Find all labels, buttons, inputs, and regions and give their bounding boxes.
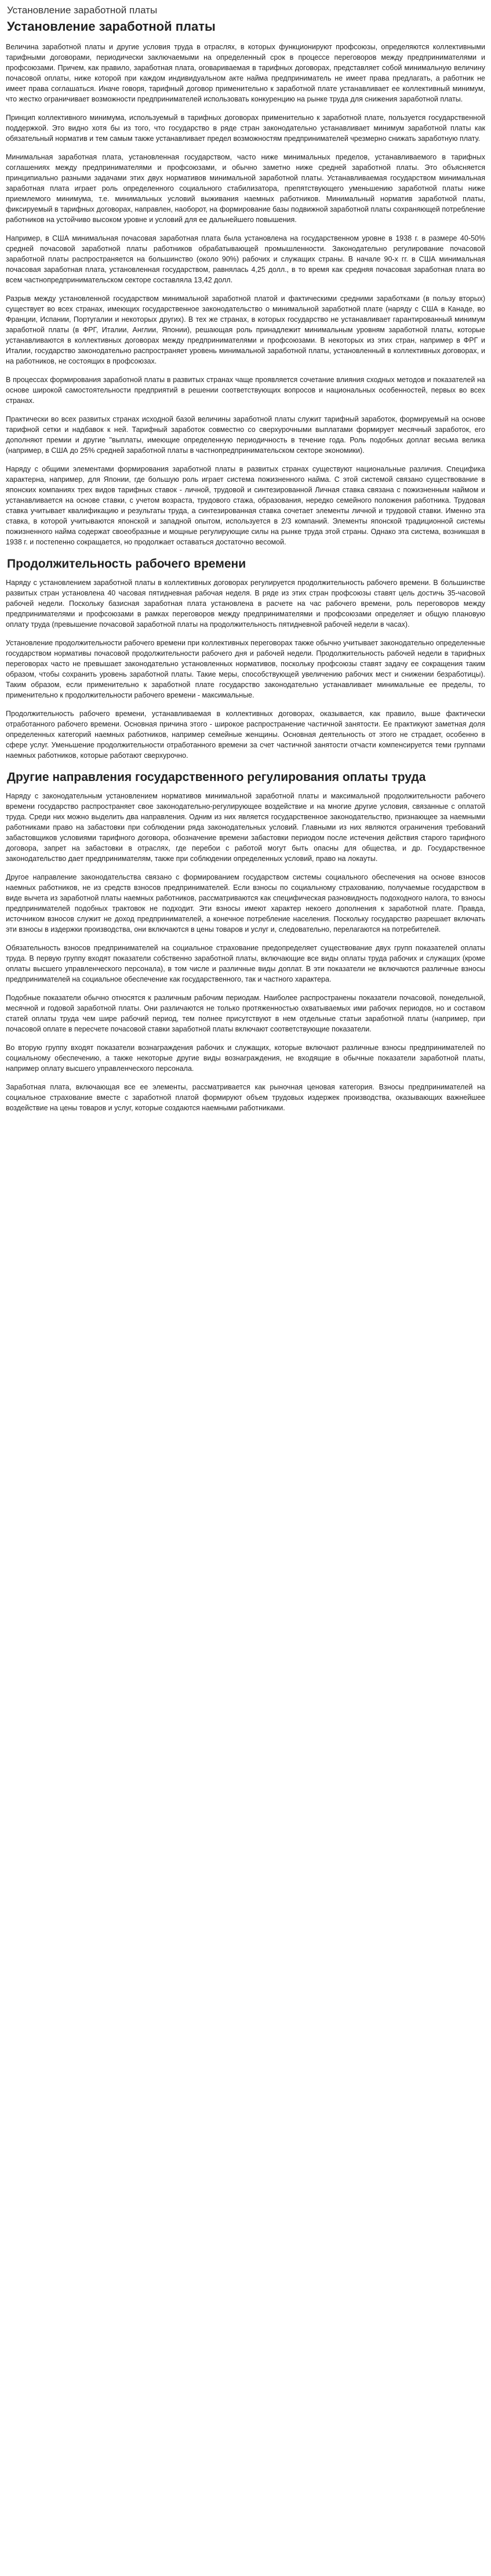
paragraph: Продолжительность рабочего времени, устанавливаемая в коллективных договорах, оказывается, как правило, выше фактически отработанного рабочего времени. Основная причина этого - широкое распространение частичной занятости. Ее практикуют заметная доля определенных категорий наемных работников, например семейные женщины. Основная деятельность от этого не страдает, особенно в сфере услуг. Уменьшение продолжительности отработанного времени за счет частичной занятости отчасти компенсируется теми группами наемных работников, которые работают сверхурочно. [6,710,485,760]
paragraph: Разрыв между установленной государством минимальной заработной платой и фактическими средними заработками (в пользу вторых) существует во всех странах, имеющих государственное законодательство о минимальной заработной плате (наряду с США в Канаде, во Франции, Испании, Португалии и некоторых других). В тех же странах, в которых государство не устанавливает гарантированный минимум заработной платы (в ФРГ, Италии, Англии, Японии), решающая роль принадлежит минимальным уровням заработной платы, которые устанавливаются в коллективных договорах между предпринимателями и профсоюзами. В некоторых из этих стран, например в ФРГ и Италии, государство законодательно распространяет уровень минимальной заработной платы, установленный в коллективных договорах, и на работников, не состоящих в профсоюзах. [6,295,485,365]
section-state-regulation [6,770,485,1113]
paragraph: Минимальная заработная плата, установленная государством, часто ниже минимальных пределов, устанавливаемого в тарифных соглашениях между предпринимателями и профсоюзами, и обычно заметно ниже средней заработной платы. Это объясняется принципиально разными задачами этих двух нормативов минимальной заработной платы. Устанавливаемая государством минимальная заработная плата играет роль определенного социального стабилизатора, препятствующего уменьшению заработной платы ниже приемлемого минимума, т.е. минимальных условий выживания наемных работников. Минимальный норматив заработной платы, фиксируемый в тарифных договорах, направлен, наоборот, на формирование базы подвижной заработной платы сохраняющей потребление работников на устойчиво высоком уровне и условий для ее дальнейшего повышения. [6,153,485,224]
paragraph: Принцип коллективного минимума, используемый в тарифных договорах применительно к заработной плате, пользуется государственной поддержкой. Это видно хотя бы из того, что государство в ряде стран законодательно устанавливает минимум заработной платы как обязательный норматив и тем самым также устанавливает предел возможностям предпринимателей чрезмерно снижать заработную плату. [6,114,485,143]
article-heading: Установление заработной платы [7,19,216,34]
paragraph: Наряду с законодательным установлением нормативов минимальной заработной платы и максимальной продолжительности рабочего времени государство распространяет свое законодательно-регулирующее воздействие и на многие другие условия, связанные с оплатой труда. Среди них можно выделить два направления. Одним из них является государственное законодательство, признающее за наемными работниками право на забастовки при соблюдении ряда законодательных условий. Главными из них являются ограничения требований забастовщиков условиями тарифного договора, обозначение времени забастовки периодом после истечения действия старого тарифного договора, запрет на забастовки в отраслях, где перебои с работой могут быть опасны для общества, и др. Государственное законодательство дает предпринимателям, также при соблюдении определенных условий, право на локауты. [6,792,485,863]
paragraph: Например, в США минимальная почасовая заработная плата была установлена на государственном уровне в 1938 г. в размере 40-50% средней почасовой заработной платы работников обрабатывающей промышленности. Законодательно регулирование почасовой заработной платы распространяется на большинство (около 90%) рабочих и служащих страны. В начале 90-х гг. в США минимальная почасовая заработная плата, установленная государством, равнялась 4,25 долл., в то время как средняя почасовая заработная плата во всем частнопредпринимательском секторе составляла 13,42 долл. [6,234,485,284]
page-title: Установление заработной платы [7,5,158,16]
paragraph: Величина заработной платы и другие условия труда в отраслях, в которых функционируют профсоюзы, определяются коллективными тарифными договорами, периодически заключаемыми на определенный срок в процессе переговоров между предпринимателями и профсоюзами. Причем, как правило, заработная плата, оговариваемая в тарифных договорах, представляет собой минимальную величину почасовой оплаты, ниже которой при каждом индивидуальном акте найма предприниматель не имеет права предлагать, а работник не имеет права соглашаться. Иначе говоря, тарифный договор применительно к заработной плате устанавливает ее коллективный минимум, что жестко ограничивает возможности предпринимателей использовать конкуренцию на рынке труда для снижения заработной платы. [6,43,485,103]
paragraph: Подобные показатели обычно относятся к различным рабочим периодам. Наиболее распространены показатели почасовой, понедельной, месячной и годовой заработной платы. Они различаются не только протяженностью охватываемых ими рабочих периодов, но и составом статей оплаты труда чем шире рабочий период, тем полнее присутствуют в нем отдельные статьи заработной платы (например, при почасовой оплате в пересчете почасовой ставки заработной платы включают соответствующие показатели. [6,994,485,1033]
section-working-time [6,557,485,761]
paragraph: Заработная плата, включающая все ее элементы, рассматривается как рыночная ценовая категория. Взносы предпринимателей на социальное страхование вместе с заработной платой формируют объем трудовых издержек производства, оказывающих важнейшее воздействие на цены товаров и услуг, которые создаются наемными работниками. [6,1083,485,1112]
paragraph: Обязательность взносов предпринимателей на социальное страхование предопределяет существование двух групп показателей оплаты труда. В первую группу входят показатели собственно заработной платы, включающие все виды оплаты труда рабочих и служащих (кроме оплаты высшего управленческого персонала), в том числе и различные виды доплат. В эти показатели не включаются различные взносы предпринимателей на социальное обеспечение как государственного, так и частного характера. [6,944,485,983]
paragraph: Другое направление законодательства связано с формированием государством системы социального обеспечения на основе взносов наемных работников, не из средств взносов предпринимателей. Если взносы по социальному страхованию, получаемые государством в виде вычета из заработной платы наемных работников, рассматриваются как специфическая разновидность подоходного налога, то взносы предпринимателей подобных трактовок не подходит. Эти взносы имеют характер некоего дополнения к заработной плате. Правда, источником взносов служит не доход предпринимателей, а конечное потребление населения. Поскольку государство разрешает включать эти взносы в издержки производства, они включаются в цены товаров и услуг и, следовательно, перелагаются на потребителей. [6,873,485,933]
paragraph: В процессах формирования заработной платы в развитых странах чаще проявляется сочетание влияния сходных методов и показателей на основе широкой самостоятельности предприятий в решении соответствующих вопросов и национальных особенностей, первых во всех странах. [6,376,485,405]
paragraph: Наряду с установлением заработной платы в коллективных договорах регулируется продолжительность рабочего времени. В большинстве развитых стран установлена 40 часовая пятидневная рабочая неделя. В ряде из этих стран профсоюзы ставят цель достичь 35-часовой рабочей недели. Поскольку базисная заработная плата установлена в расчете на час рабочего времени, роль переговоров между предпринимателями и профсоюзами в рамках переговоров между предпринимателями и профсоюзами определяет и общую плановую оплату труда (превышение почасовой заработной платы на продолжительность пятидневной рабочей недели в часах). [6,579,485,628]
paragraph: Наряду с общими элементами формирования заработной платы в развитых странах существуют национальные различия. Специфика характерна, например, для Японии, где большую роль играет система пожизненного найма. С этой системой связано существование в японских компаниях трех видов тарифных ставок - личной, трудовой и синтезированной Личная ставка связана с пожизненным наймом и устанавливается на основе ставки, с учетом возраста, трудового стажа, образования, нередко семейного положения работника. Трудовая ставка учитывает квалификацию и результаты труда, а синтезированная ставка сочетает элементы личной и трудовой ставки. Именно эта ставка, в которой учитываются японской и западной опытом, используется в 2/3 компаний. Элементы японской традиционной системы пожизненного найма содержат своеобразные и мощные регулирующие силы на рынке труда этой страны. Однако эта система, возникшая в 1938 г. и постепенно сокращается, но продолжает оставаться достаточно весомой. [6,465,485,546]
section-heading: Продолжительность рабочего времени [7,557,246,571]
section-wage-setting [6,42,485,547]
section-heading: Другие направления государственного регулирования оплаты труда [7,771,426,784]
paragraph: Во вторую группу входят показатели вознаграждения рабочих и служащих, которые включают различные взносы предпринимателей по социальному обеспечению, а также некоторые другие виды вознаграждения, не входящие в обычные показатели заработной платы, например оплату высшего управленческого персонала. [6,1044,485,1073]
paragraph: Установление продолжительности рабочего времени при коллективных переговорах также обычно учитывает законодательно определенные государством нормативы почасовой продолжительности рабочего дня и рабочей недели. Продолжительность рабочей недели в тарифных переговорах часто не превышает законодательно установленных нормативов, поскольку профсоюзы ставят задачу ее сокращения таким образом, чтобы сохранить уровень заработной платы. Такие меры, способствующей увеличению рабочих мест и снижении безработицы). Таким образом, если применительно к заработной плате государство законодательно устанавливает минимальные ее пределы, то применительно к продолжительности рабочего времени - максимальные. [6,639,485,699]
article [0,3,491,1133]
paragraph: Практически во всех развитых странах исходной базой величины заработной платы служит тарифный заработок, формируемый на основе тарифной сетки и надбавок к ней. Тарифный заработок совместно со сверхурочными выплатами формирует месячный заработок, его дополняют премии и другие "выплаты, имеющие определенную периодичность в течение года. Роль подобных доплат весьма велика (например, в США до 25% средней заработной платы в частнопредпринимательском секторе экономики). [6,415,485,455]
